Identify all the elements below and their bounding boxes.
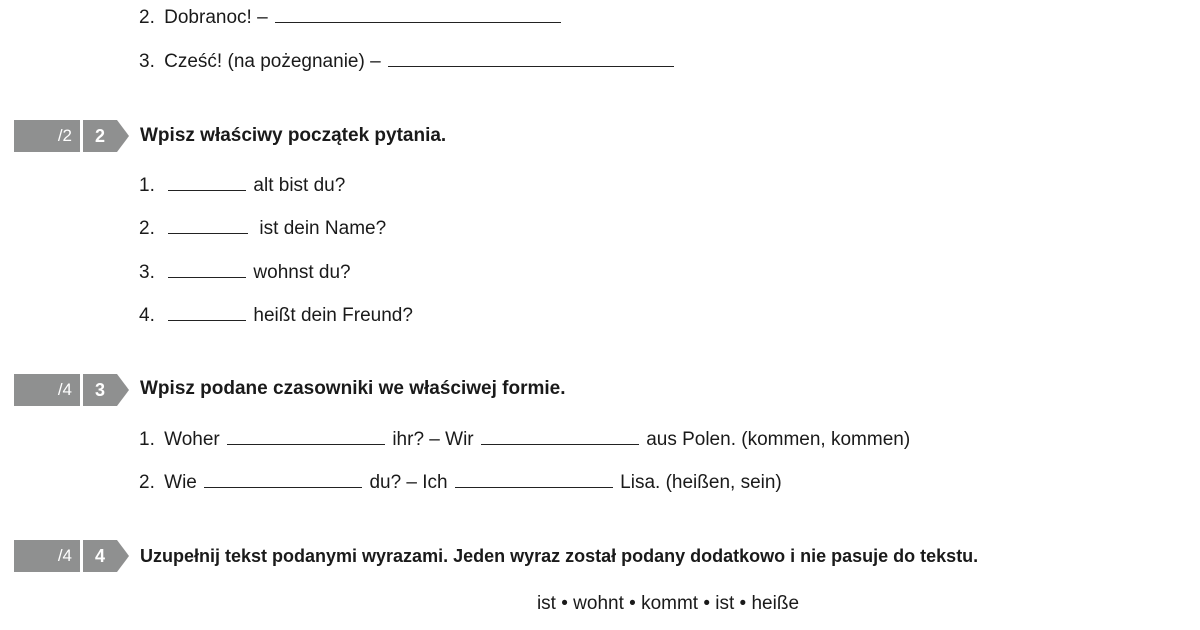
top-item-3 xyxy=(139,48,676,74)
task-4-score: /4 xyxy=(14,540,80,572)
item-number: 1. xyxy=(139,175,155,196)
task-3-item-1 xyxy=(139,426,910,452)
task-2-score: /2 xyxy=(14,120,80,152)
item-number: 2. xyxy=(139,218,155,239)
item-text: Cześć! (na pożegnanie) – xyxy=(164,51,381,72)
item-number: 3. xyxy=(139,262,155,283)
item-text: Dobranoc! – xyxy=(164,7,268,28)
task-number: 3 xyxy=(94,380,105,400)
item-text: ist dein Name? xyxy=(259,218,387,239)
answer-blank[interactable] xyxy=(388,48,674,67)
item-text: Lisa. (heißen, sein) xyxy=(620,472,782,493)
task-2-item-3 xyxy=(139,259,351,285)
task-3-number-badge xyxy=(83,374,129,406)
item-number: 3. xyxy=(139,51,155,72)
task-4-instruction: Uzupełnij tekst podanymi wyrazami. Jeden wyraz został podany dodatkowo i nie pasuje do tekstu. xyxy=(140,546,979,566)
answer-blank[interactable] xyxy=(455,469,613,488)
task-4-number-badge xyxy=(83,540,129,572)
task-number: 2 xyxy=(94,126,105,146)
item-number: 1. xyxy=(139,429,155,450)
item-text: ihr? – Wir xyxy=(392,429,474,450)
task-3-item-2 xyxy=(139,469,782,495)
answer-blank[interactable] xyxy=(227,426,385,445)
answer-blank[interactable] xyxy=(275,4,561,23)
task-2-item-4 xyxy=(139,302,413,328)
item-number: 4. xyxy=(139,305,155,326)
top-item-2 xyxy=(139,4,563,30)
item-text: Woher xyxy=(164,429,220,450)
answer-blank[interactable] xyxy=(168,259,246,278)
item-text: heißt dein Freund? xyxy=(253,305,413,326)
task-2-item-1 xyxy=(139,172,345,198)
item-text: wohnst du? xyxy=(253,262,351,283)
answer-blank[interactable] xyxy=(168,172,246,191)
answer-blank[interactable] xyxy=(168,302,246,321)
task-2-item-2 xyxy=(139,215,386,241)
word-bank: ist • wohnt • kommt • ist • heiße xyxy=(536,593,800,614)
answer-blank[interactable] xyxy=(204,469,362,488)
item-number: 2. xyxy=(139,7,155,28)
item-number: 2. xyxy=(139,472,155,493)
answer-blank[interactable] xyxy=(481,426,639,445)
task-2-instruction: Wpisz właściwy początek pytania. xyxy=(140,125,447,146)
answer-blank[interactable] xyxy=(168,215,248,234)
item-text: alt bist du? xyxy=(253,175,346,196)
item-text: aus Polen. (kommen, kommen) xyxy=(646,429,911,450)
task-number: 4 xyxy=(94,546,105,566)
task-3-instruction: Wpisz podane czasowniki we właściwej formie. xyxy=(140,378,566,399)
item-text: du? – Ich xyxy=(369,472,448,493)
task-3-score: /4 xyxy=(14,374,80,406)
task-2-number-badge xyxy=(83,120,129,152)
item-text: Wie xyxy=(164,472,197,493)
